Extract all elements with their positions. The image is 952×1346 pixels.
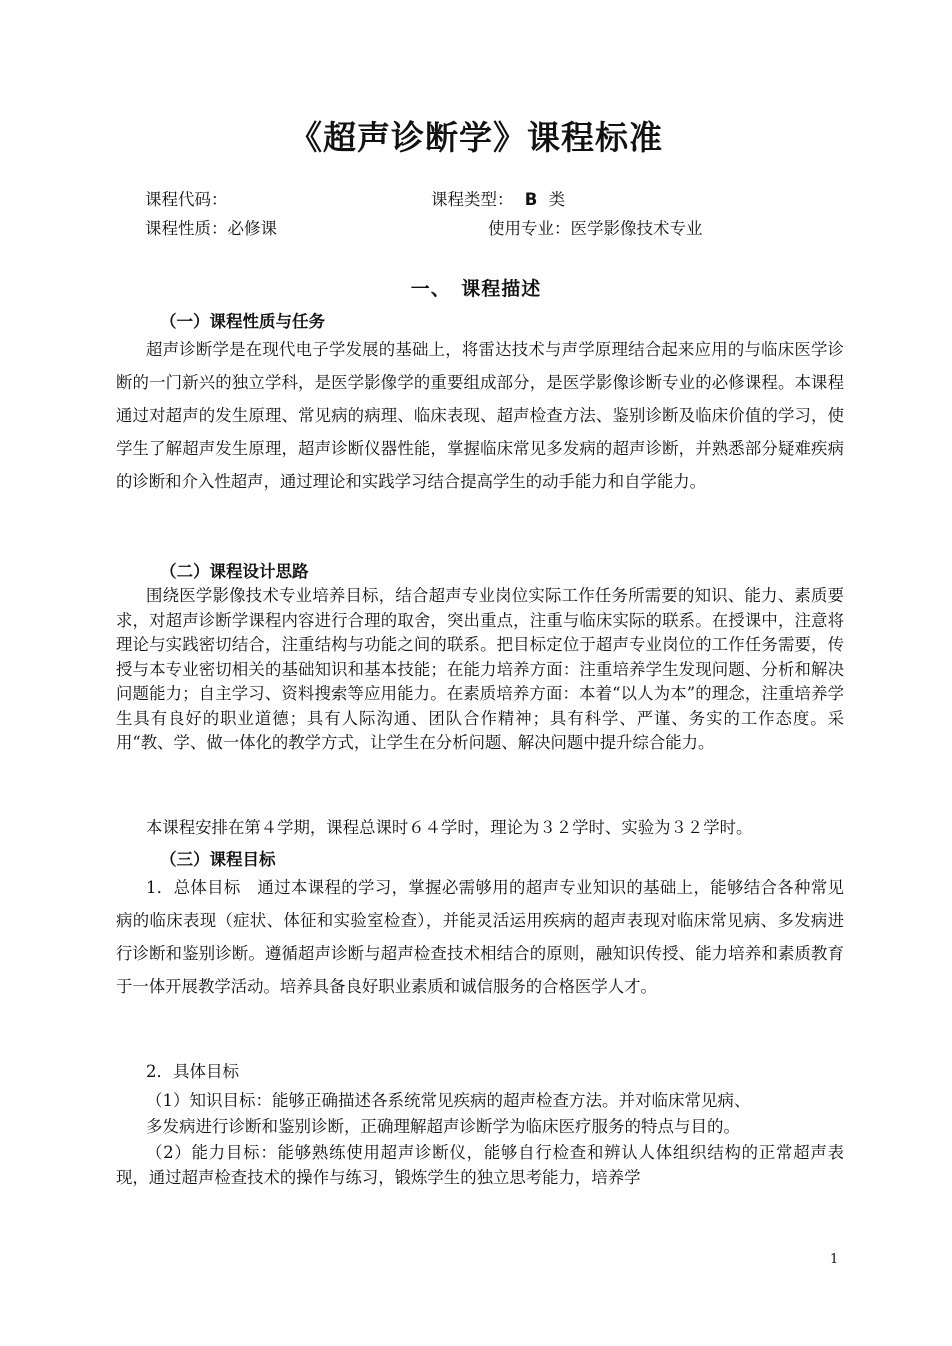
course-nature-label: 课程性质：	[145, 219, 228, 238]
course-type-value: B	[524, 190, 538, 209]
paragraph-ability-objective: （2）能力目标：能够熟练使用超声诊断仪，能够自行检查和辨认人体组织结构的正常超声表现，通过超声检查技术的操作与练习，锻炼学生的独立思考能力，培养学	[116, 1143, 844, 1187]
section-heading-course-description: 一、 课程描述	[410, 278, 542, 300]
major-label: 使用专业：	[488, 219, 571, 238]
specific-objectives-heading: 2．具体目标	[146, 1062, 239, 1081]
paragraph-design-ideas: 围绕医学影像技术专业培养目标，结合超声专业岗位实际工作任务所需要的知识、能力、素质要求，对超声诊断学课程内容进行合理的取舍，突出重点，注重与临床实际的联系。在授课中，注意将理论与实践密切结合，注重结构与功能之间的联系。把目标定位于超声专业岗位的工作任务需要，传授与本专业密切相关的基础知识和基本技能；在能力培养方面：注重培养学生发现问题、分析和解决问题能力；自主学习、资料搜索等应用能力。在素质培养方面：本着“以人为本”的理念，注重培养学生具有良好的职业道德；具有人际沟通、团队合作精神；具有科学、严谨、务实的工作态度。采用“教、学、做一体化的教学方式，让学生在分析问题、解决问题中提升综合能力。	[116, 586, 844, 752]
document-title: 《超声诊断学》课程标准	[289, 118, 663, 157]
knowledge-objective-line-2: 多发病进行诊断和鉴别诊断，正确理解超声诊断学为临床医疗服务的特点与目的。	[146, 1117, 740, 1136]
course-nature-value: 必修课	[227, 219, 277, 238]
course-code	[145, 186, 228, 210]
subheading-design-ideas: （二）课程设计思路	[160, 562, 309, 581]
knowledge-objective-line-1: （1）知识目标：能够正确描述各系统常见疾病的超声检查方法。并对临床常见病、	[146, 1091, 751, 1110]
paragraph-overall-objective: 1．总体目标 通过本课程的学习，掌握必需够用的超声专业知识的基础上，能够结合各种常见病的临床表现（症状、体征和实验室检查），并能灵活运用疾病的超声表现对临床常见病、多发病进行诊断和鉴别诊断。遵循超声诊断与超声检查技术相结合的原则，融知识传授、能力培养和素质教育于一体开展教学活动。培养具备良好职业素质和诚信服务的合格医学人才。	[116, 878, 844, 996]
subheading-nature-and-tasks: （一）课程性质与任务	[160, 312, 325, 331]
course-type-suffix: 类	[548, 190, 566, 209]
course-nature	[145, 215, 277, 239]
course-code-label: 课程代码：	[145, 190, 228, 209]
course-type-label: 课程类型：	[431, 190, 514, 209]
page-number: 1	[830, 1252, 839, 1267]
paragraph-nature-and-tasks: 超声诊断学是在现代电子学发展的基础上，将雷达技术与声学原理结合起来应用的与临床医学诊断的一门新兴的独立学科，是医学影像学的重要组成部分，是医学影像诊断专业的必修课程。本课程通过对超声的发生原理、常见病的病理、临床表现、超声检查方法、鉴别诊断及临床价值的学习，使学生了解超声发生原理，超声诊断仪器性能，掌握临床常见多发病的超声诊断，并熟悉部分疑难疾病的诊断和介入性超声，通过理论和实践学习结合提高学生的动手能力和自学能力。	[116, 340, 844, 491]
major	[488, 215, 703, 239]
course-type	[431, 186, 565, 210]
major-value: 医学影像技术专业	[570, 219, 703, 238]
paragraph-schedule: 本课程安排在第４学期，课程总课时６４学时，理论为３２学时、实验为３２学时。	[146, 818, 753, 837]
subheading-course-objectives: （三）课程目标	[160, 850, 276, 869]
